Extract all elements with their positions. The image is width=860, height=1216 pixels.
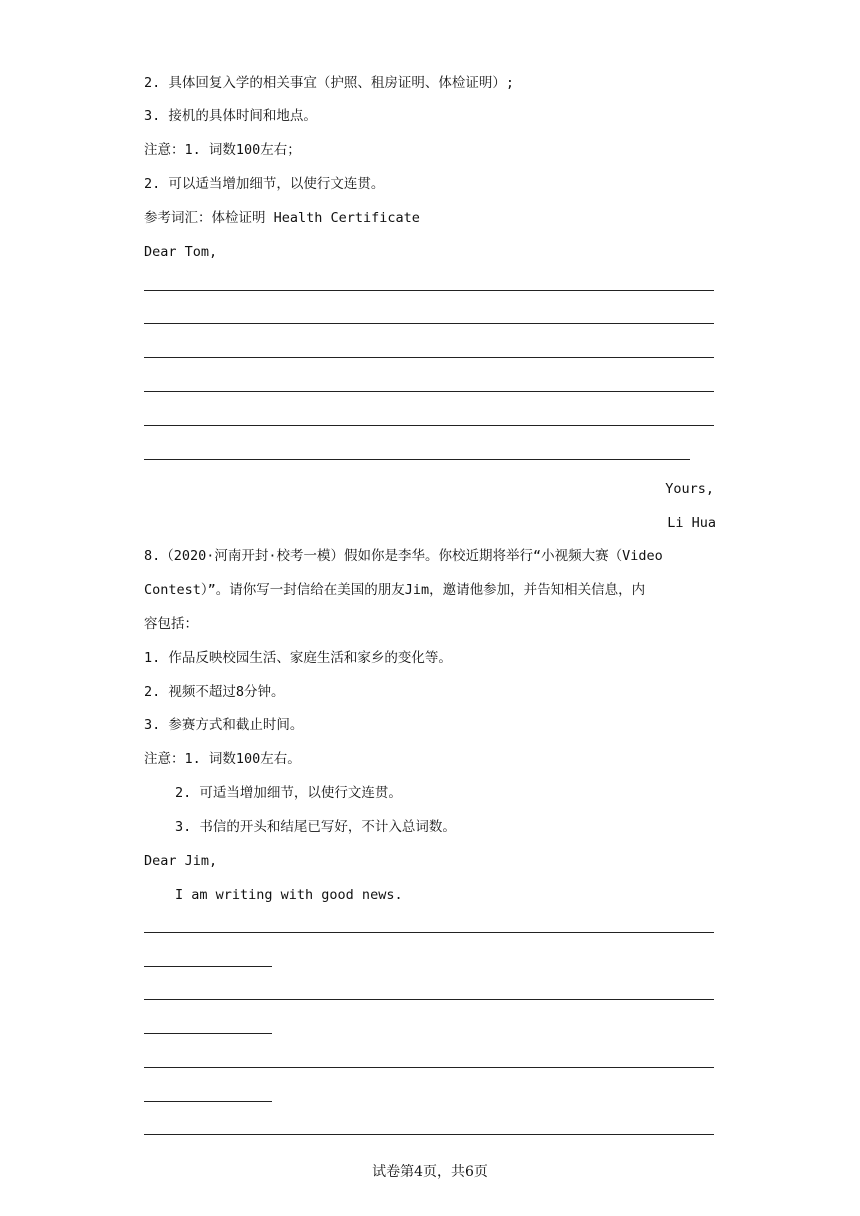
task8-note-3: 3. 书信的开头和结尾已写好，不计入总词数。 xyxy=(175,819,456,835)
answer-line xyxy=(144,932,714,933)
answer-line xyxy=(144,1134,714,1135)
task7-vocab: 参考词汇：体检证明 Health Certificate xyxy=(144,210,420,226)
task7-item-3: 3. 接机的具体时间和地点。 xyxy=(144,108,317,124)
task7-note-1: 注意：1. 词数100左右； xyxy=(144,142,301,158)
task8-item-2: 2. 视频不超过8分钟。 xyxy=(144,684,285,700)
answer-line xyxy=(144,323,714,324)
task8-note-2: 2. 可适当增加细节，以使行文连贯。 xyxy=(175,785,402,801)
task8-item-1: 1. 作品反映校园生活、家庭生活和家乡的变化等。 xyxy=(144,650,452,666)
answer-line xyxy=(144,357,714,358)
task8-prompt-line-2: Contest）”。请你写一封信给在美国的朋友Jim，邀请他参加，并告知相关信息，内 xyxy=(144,582,646,598)
task8-note-1: 注意：1. 词数100左右。 xyxy=(144,751,301,767)
answer-line xyxy=(144,290,714,291)
answer-line xyxy=(144,391,714,392)
task8-greeting: Dear Jim, xyxy=(144,853,218,869)
answer-line xyxy=(144,966,272,967)
answer-line xyxy=(144,425,714,426)
answer-line xyxy=(144,999,714,1000)
answer-line xyxy=(144,1067,714,1068)
task7-signature: Li Hua xyxy=(667,515,716,531)
task7-closing: Yours, xyxy=(665,481,714,497)
page-footer: 试卷第4页，共6页 xyxy=(372,1164,488,1180)
task8-prompt-line-1: 8.（2020·河南开封·校考一模）假如你是李华。你校近期将举行“小视频大赛（Video xyxy=(144,548,663,564)
task8-item-3: 3. 参赛方式和截止时间。 xyxy=(144,717,304,733)
task7-greeting: Dear Tom, xyxy=(144,244,218,260)
task8-opening: I am writing with good news. xyxy=(175,887,403,903)
task7-note-2: 2. 可以适当增加细节，以使行文连贯。 xyxy=(144,176,385,192)
answer-line xyxy=(144,459,690,460)
task7-item-2: 2. 具体回复入学的相关事宜（护照、租房证明、体检证明）; xyxy=(144,75,515,91)
answer-line xyxy=(144,1101,272,1102)
answer-line xyxy=(144,1033,272,1034)
task8-prompt-line-3: 容包括： xyxy=(144,616,198,632)
